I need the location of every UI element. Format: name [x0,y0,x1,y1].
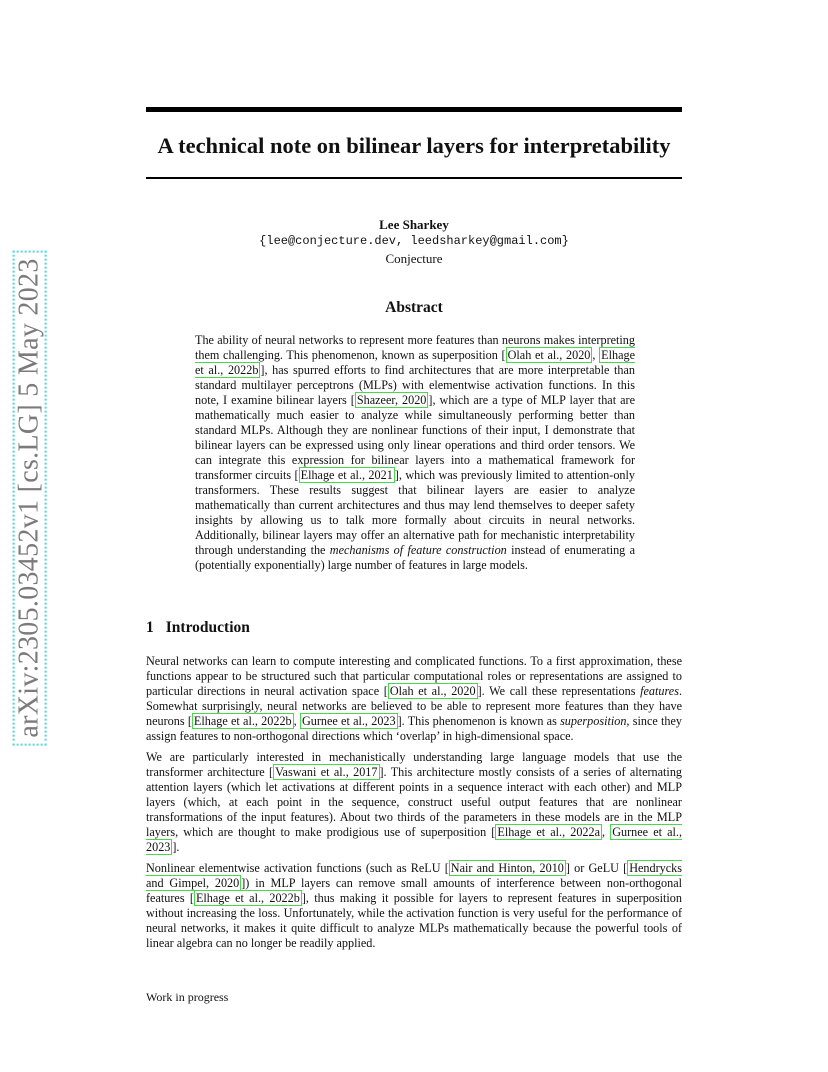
abstract-run: ], has spurred efforts to find architectures that are more interpretable than standard multilayer perceptrons (MLPs) with elementwise activation functions. In this note, I examine bilinear layers [ [195,363,635,407]
author-block [146,216,682,267]
paragraph [146,861,682,951]
citation-link[interactable]: Gurnee et al., 2023 [301,714,396,728]
text-run: Nonlinear elementwise activation functions (such as ReLU [ [146,861,449,875]
text-run: ]. We call these representations [477,684,641,698]
text-run: , [602,825,611,839]
text-run: ]) in MLP layers can remove small amounts of interference between non-orthogonal features [ [146,876,682,905]
citation-link[interactable]: Gurnee et al., 2023 [146,825,683,854]
citation-link[interactable]: Hendrycks and Gimpel, 2020 [146,861,683,890]
author-emails: {lee@conjecture.dev, leedsharkey@gmail.com} [259,234,569,248]
text-run: ] or GeLU [ [565,861,628,875]
citation-link[interactable]: Elhage et al., 2022a [497,825,601,839]
paragraph [146,654,682,744]
abstract-heading: Abstract [385,299,443,316]
abstract-run: ], which are a type of MLP layer that are mathematically much easier to analyze while simultaneously performing better than standard MLPs. Although they are nonlinear functions of their input, I demonstrate that bilinear layers can be expressed using only linear operations and third order tensors. We can integrate this expression for bilinear layers into a mathematical framework for transformer circuits [ [195,393,635,482]
text-run: ]. [172,840,180,854]
author-name: Lee Sharkey [379,217,449,232]
text-run: ]. This architecture mostly consists of a series of alternating attention layers (which let activations at different points in a sequence interact with each other) and MLP layers (which, at each point in the sequence, construct useful output features that are nonlinear transformations of the input features). About two thirds of the parameters in these models are in the MLP layers, which are thought to make prodigious use of superposition [ [146,765,683,839]
introduction-body [146,654,682,957]
abstract-run: instead of enumerating a (potentially exponentially) large number of features in large models. [195,543,635,572]
arxiv-identifier [13,258,47,738]
citation-link[interactable]: Elhage et al., 2022b [193,714,292,728]
text-run: Neural networks can learn to compute interesting and complicated functions. To a first approximation, these functions appear to be structured such that particular computational roles or representations are assigned to particular directions in neural activation space [ [146,654,682,698]
emphasis: features [640,684,679,698]
citation-link[interactable]: Olah et al., 2020 [389,684,476,698]
paper-title: A technical note on bilinear layers for interpretability [157,133,671,158]
citation-link[interactable]: Nair and Hinton, 2010 [450,861,564,875]
abstract-run: ], which was previously limited to attention-only transformers. These results suggest that bilinear layers are easier to analyze mathematically than current architectures and thus may lend themselves to deeper safety insights by allowing us to talk more formally about circuits in neural networks. Additionally, bilinear layers may offer an alternative path for mechanistic interpretability through understanding the [195,468,635,557]
text-run: . Somewhat surprisingly, neural networks are believed to be able to represent more features than they have neurons [ [146,684,682,728]
section-title: Introduction [165,619,250,636]
section-number: 1 [146,619,154,636]
text-run: We are particularly interested in mechanistically understanding large language models that use the transformer architecture [ [146,750,682,779]
footer-note: Work in progress [146,990,229,1004]
section-heading-introduction [146,619,250,637]
abstract-run: , [592,348,600,362]
citation-link[interactable]: Shazeer, 2020 [356,393,427,407]
arxiv-id-text[interactable]: arXiv:2305.03452v1 [cs.LG] 5 May 2023 [13,250,47,745]
emphasis: superposition [560,714,627,728]
abstract-emphasis: mechanisms of feature construction [329,543,507,557]
abstract-run: The ability of neural networks to represent more features than neurons makes interpreting them challenging. This phenomenon, known as superposition [ [195,333,635,362]
paragraph [146,750,682,855]
citation-link[interactable]: Elhage et al., 2022b [195,891,300,905]
citation-link[interactable]: Vaswani et al., 2017 [275,765,378,779]
title-bottom-rule [146,177,682,179]
citation-link[interactable]: Elhage et al., 2022b [195,348,635,377]
title-top-rule [146,107,682,112]
text-run: , since they assign features to non-orthogonal directions which ‘overlap’ in high-dimensional space. [146,714,682,743]
citation-link[interactable]: Elhage et al., 2021 [300,468,393,482]
abstract-text [195,333,635,573]
text-run: ], thus making it possible for layers to represent features in superposition without increasing the loss. Unfortunately, while the activation function is very useful for the performance of neural networks, it makes it quite difficult to analyze MLPs mathematically because the powerful tools of linear algebra can no longer be readily applied. [146,891,682,950]
citation-link[interactable]: Olah et al., 2020 [507,348,591,362]
author-affiliation: Conjecture [385,251,443,266]
text-run: ]. This phenomenon is known as [397,714,561,728]
text-run: , [293,714,300,728]
